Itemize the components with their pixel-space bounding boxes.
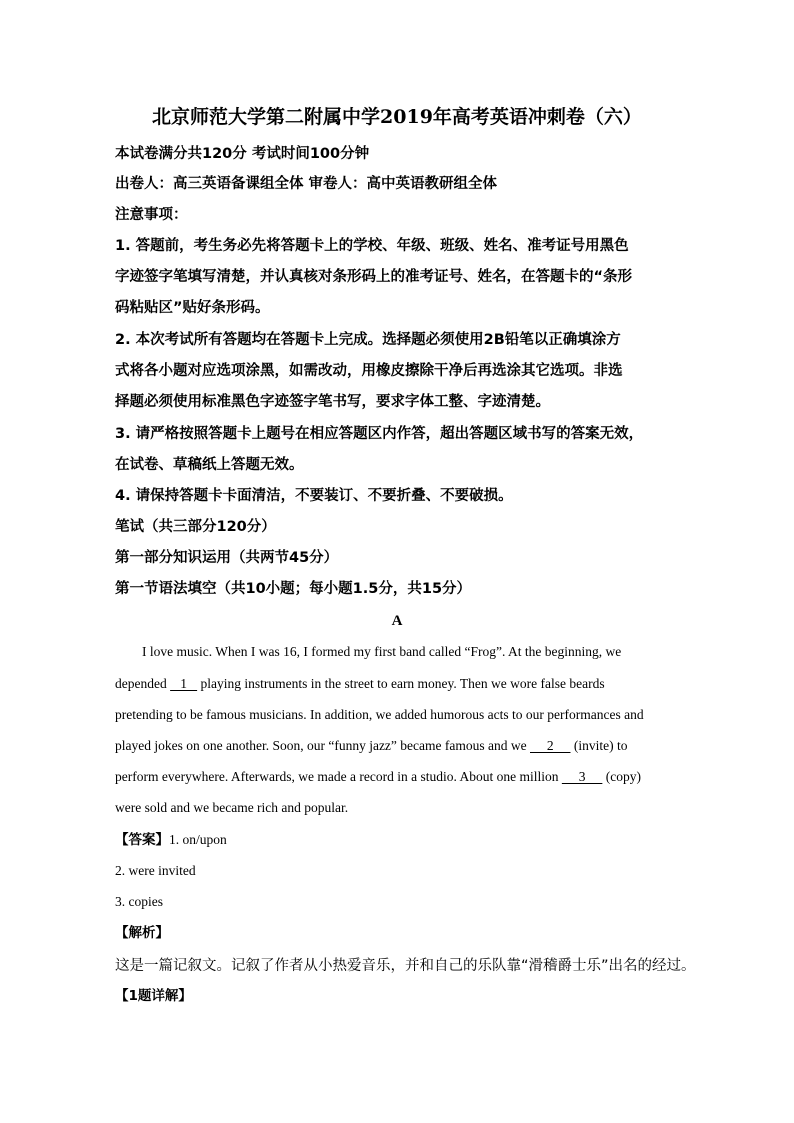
note-line: 4. 请保持答题卡卡面清洁，不要装订、不要折叠、不要破损。 — [115, 488, 513, 504]
exam-meta-authors: 出卷人：高三英语备课组全体 审卷人：高中英语教研组全体 — [115, 176, 498, 192]
answer-2: 2. were invited — [115, 863, 196, 878]
note-line: 式将各小题对应选项涂黑，如需改动，用橡皮擦除干净后再选涂其它选项。非选 — [115, 363, 623, 379]
analysis-text: 这是一篇记叙文。记叙了作者从小热爱音乐，并和自己的乐队靠“滑稽爵士乐”出名的经过。 — [115, 958, 696, 974]
blank-3: 3 — [561, 769, 603, 784]
answer-row — [115, 830, 227, 850]
note-line: 在试卷、草稿纸上答题无效。 — [115, 457, 304, 473]
passage-text: perform everywhere. Afterwards, we made a record in a studio. About one million — [115, 769, 562, 784]
answer-1: 1. on/upon — [169, 832, 227, 847]
section-grammar-fill: 第一节语法填空（共10小题；每小题1.5分，共15分） — [115, 581, 472, 597]
note-line: 3. 请严格按照答题卡上题号在相应答题区内作答，超出答题区域书写的答案无效， — [115, 426, 644, 442]
section-part1: 第一部分知识运用（共两节45分） — [115, 550, 339, 566]
passage-text: (copy) — [602, 769, 641, 784]
answer-3: 3. copies — [115, 894, 163, 909]
analysis-label: 【解析】 — [115, 925, 169, 941]
passage-line — [115, 736, 628, 756]
passage-text: (invite) to — [570, 738, 628, 753]
section-written: 笔试（共三部分120分） — [115, 519, 276, 535]
passage-text: playing instruments in the street to earn money. Then we wore false beards — [197, 676, 605, 691]
passage-line: pretending to be famous musicians. In addition, we added humorous acts to our performances and — [115, 707, 644, 722]
page-title: 北京师范大学第二附属中学2019年高考英语冲刺卷（六） — [152, 106, 642, 128]
passage-line — [115, 767, 641, 787]
passage-text: depended — [115, 676, 171, 691]
note-line: 2. 本次考试所有答题均在答题卡上完成。选择题必须使用2B铅笔以正确填涂方 — [115, 332, 621, 348]
passage-label: A — [391, 613, 403, 629]
note-line: 择题必须使用标准黑色字迹签字笔书写，要求字体工整、字迹清楚。 — [115, 394, 550, 410]
blank-1: 1 — [170, 676, 198, 691]
passage-text: played jokes on one another. Soon, our “funny jazz” became famous and we — [115, 738, 530, 753]
detail-label: 【1题详解】 — [115, 988, 192, 1004]
note-line: 1. 答题前，考生务必先将答题卡上的学校、年级、班级、姓名、准考证号用黑色 — [115, 238, 629, 254]
passage-line: I love music. When I was 16, I formed my first band called “Frog”. At the beginning, we — [142, 644, 622, 659]
passage-line: were sold and we became rich and popular. — [115, 800, 349, 815]
note-line: 码粘贴区”贴好条形码。 — [115, 300, 270, 316]
passage-line — [115, 674, 605, 694]
notes-heading: 注意事项： — [115, 207, 188, 223]
note-line: 字迹签字笔填写清楚，并认真核对条形码上的准考证号、姓名，在答题卡的“条形 — [115, 269, 633, 285]
exam-meta-score-time: 本试卷满分共120分 考试时间100分钟 — [115, 146, 370, 162]
answer-label: 【答案】 — [115, 832, 169, 848]
blank-2: 2 — [530, 738, 571, 753]
